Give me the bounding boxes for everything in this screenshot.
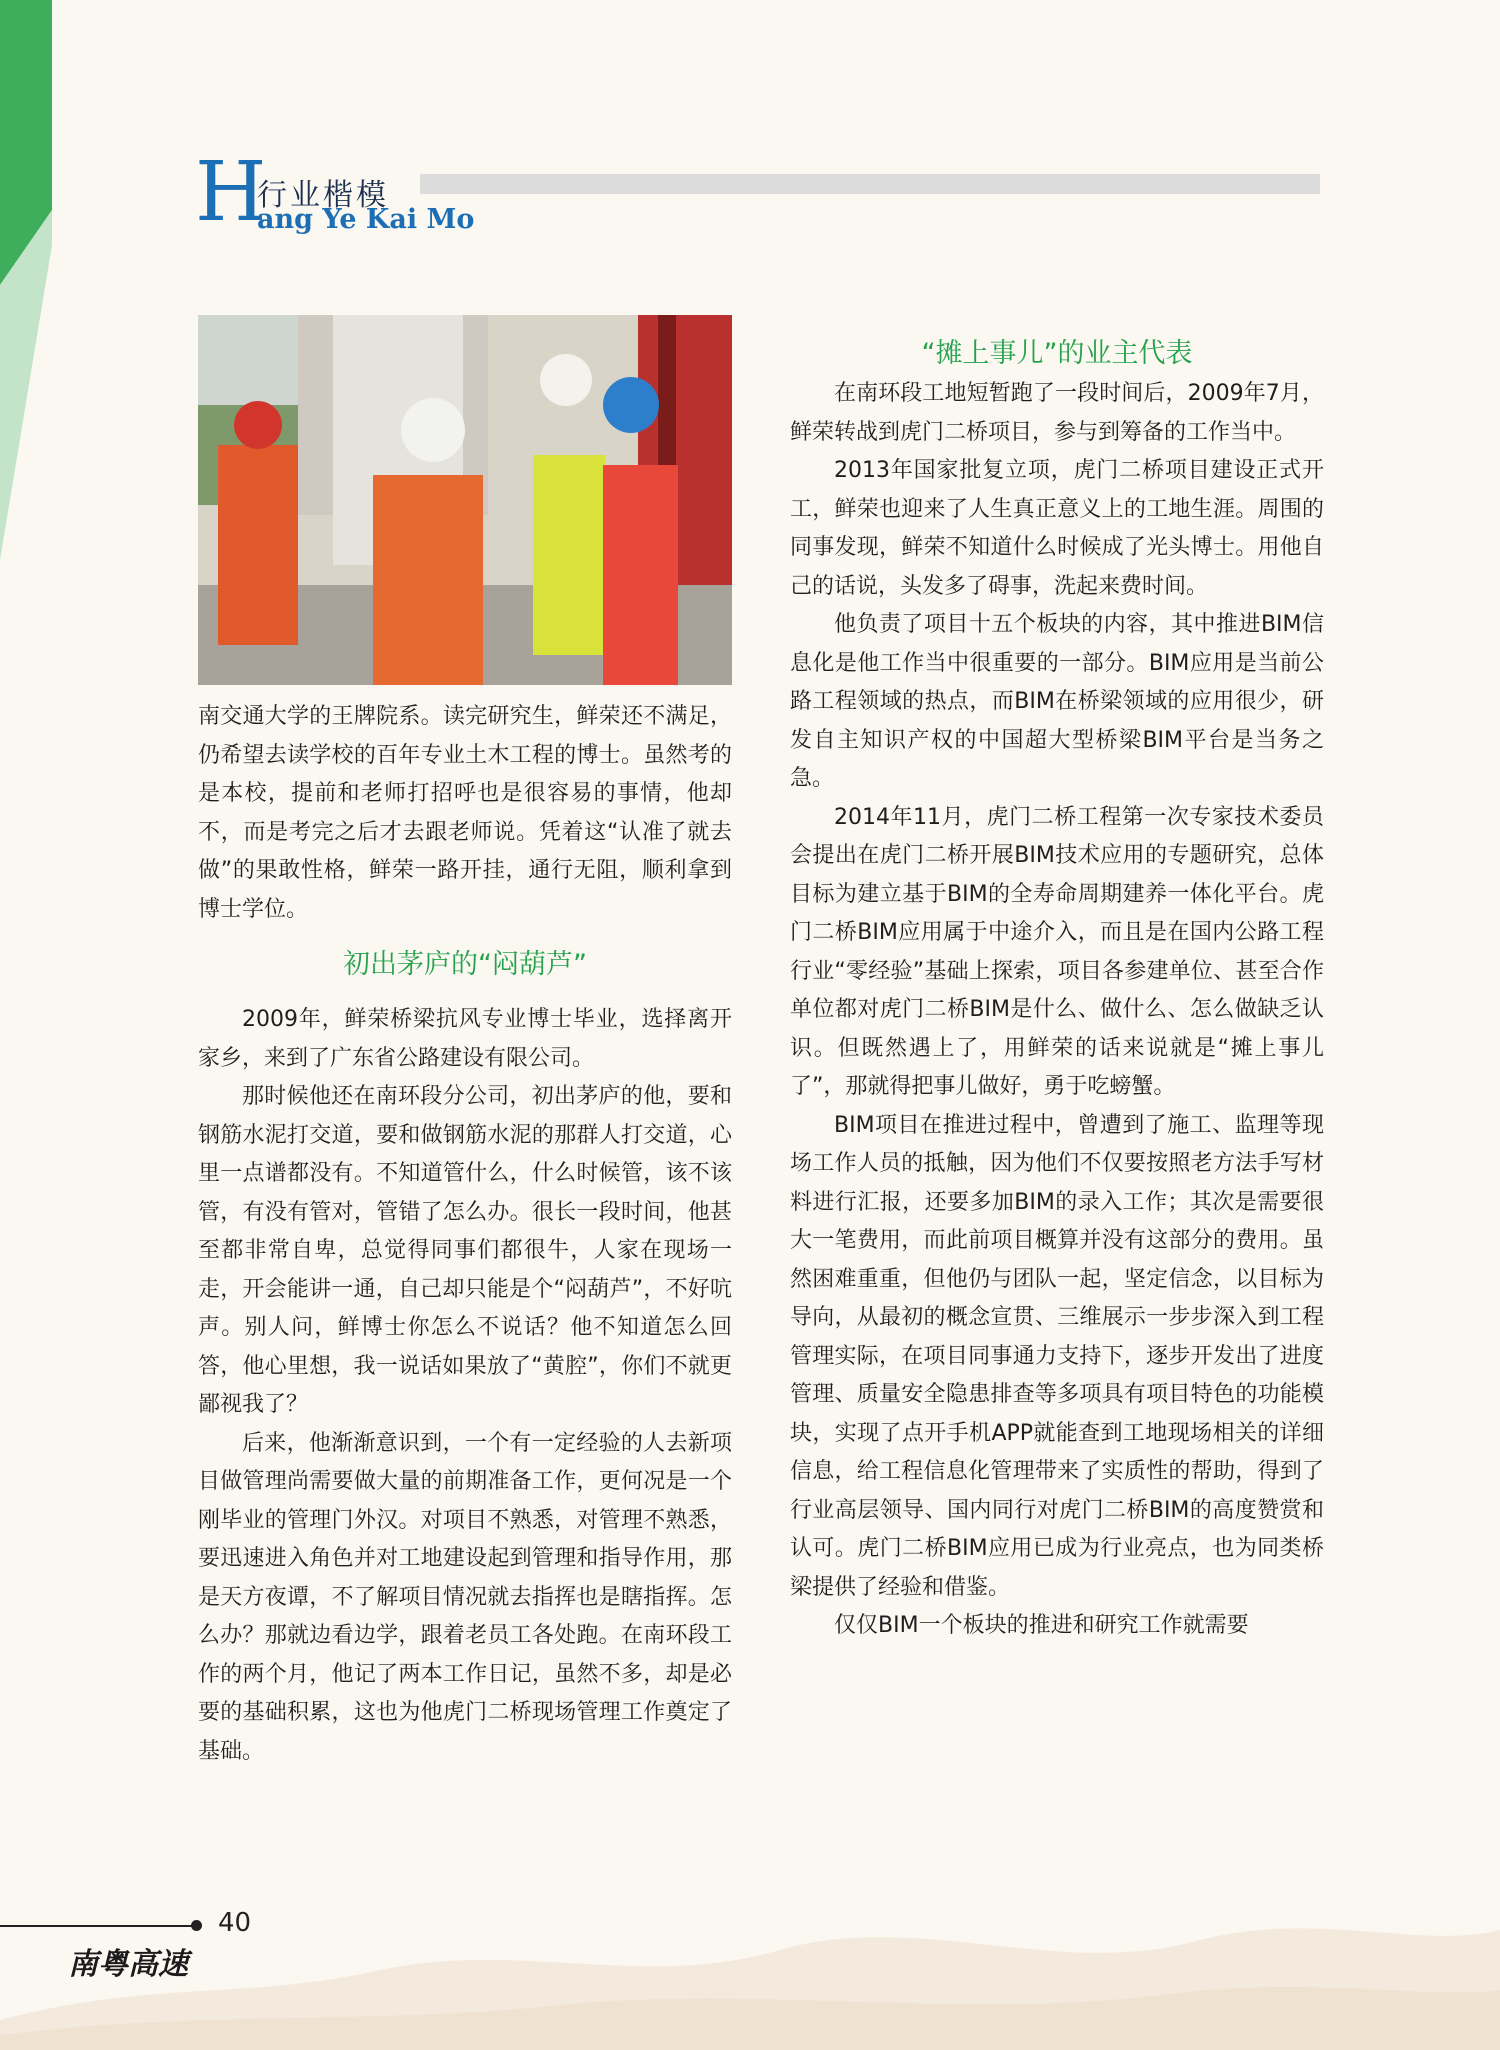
right-paragraph-6: 仅仅BIM一个板块的推进和研究工作就需要 (834, 1613, 1249, 1638)
header-cn-title: 行业楷模 (257, 178, 389, 213)
page-number: 40 (218, 1908, 252, 1938)
left-paragraph-2: 那时候他还在南环段分公司，初出茅庐的他，要和钢筋水泥打交道，要和做钢筋水泥的那群人打交道，心里一点谱都没有。不知道管什么，什么时候管，该不该管，有没有管对，管错了怎么办。很长一段时间，他甚至都非常自卑，总觉得同事们都很牛，人家在现场一走，开会能讲一通，自己却只能是个“闷葫芦”，不好吭声。别人问，鲜博士你怎么不说话？他不知道怎么回答，他心里想，我一说话如果放了“黄腔”，你们不就更鄙视我了？ (198, 1084, 732, 1417)
right-paragraph-5: BIM项目在推进过程中，曾遭到了施工、监理等现场工作人员的抵触，因为他们不仅要按照老方法手写材料进行汇报，还要多加BIM的录入工作；其次是需要很大一笔费用，而此前项目概算并没有这部分的费用。虽然困难重重，但他仍与团队一起，坚定信念，以目标为导向，从最初的概念宣贯、三维展示一步步深入到工程管理实际，在项目同事通力支持下，逐步开发出了进度管理、质量安全隐患排查等多项具有项目特色的功能模块，实现了点开手机APP就能查到工地现场相关的详细信息，给工程信息化管理带来了实质性的帮助，得到了行业高层领导、国内同行对虎门二桥BIM的高度赞赏和认可。虎门二桥BIM应用已成为行业亮点，也为同类桥梁提供了经验和借鉴。 (790, 1112, 1324, 1600)
left-paragraph-1: 2009年，鲜荣桥梁抗风专业博士毕业，选择离开家乡，来到了广东省公路建设有限公司。 (198, 1007, 732, 1071)
header-en-title: ang Ye Kai Mo (257, 204, 475, 235)
right-paragraph-1: 在南环段工地短暂跑了一段时间后，2009年7月，鲜荣转战到虎门二桥项目，参与到筹备的工作当中。 (790, 381, 1324, 445)
right-paragraph-2: 2013年国家批复立项，虎门二桥项目建设正式开工，鲜荣也迎来了人生真正意义上的工地生涯。周围的同事发现，鲜荣不知道什么时候成了光头博士。用他自己的话说，头发多了碍事，洗起来费时间。 (790, 458, 1324, 599)
left-paragraph-0: 南交通大学的王牌院系。读完研究生，鲜荣还不满足，仍希望去读学校的百年专业土木工程的博士。虽然考的是本校，提前和老师打招呼也是很容易的事情，他却不，而是考完之后才去跟老师说。凭着这“认准了就去做”的果敢性格，鲜荣一路开挂，通行无阻，顺利拿到博士学位。 (198, 704, 732, 922)
construction-workers-photo (198, 315, 732, 685)
section-header (195, 145, 1325, 240)
left-decorative-band (0, 0, 52, 560)
footer-dot (191, 1920, 202, 1931)
left-paragraph-3: 后来，他渐渐意识到，一个有一定经验的人去新项目做管理尚需要做大量的前期准备工作，更何况是一个刚毕业的管理门外汉。对项目不熟悉，对管理不熟悉，要迅速进入角色并对工地建设起到管理和指导作用，那是天方夜谭，不了解项目情况就去指挥也是瞎指挥。怎么办？那就边看边学，跟着老员工各处跑。在南环段工作的两个月，他记了两本工作日记，虽然不多，却是必要的基础积累，这也为他虎门二桥现场管理工作奠定了基础。 (198, 1430, 732, 1764)
left-column (198, 698, 732, 929)
right-paragraph-4: 2014年11月，虎门二桥工程第一次专家技术委员会提出在虎门二桥开展BIM技术应用的专题研究，总体目标为建立基于BIM的全寿命周期建养一体化平台。虎门二桥BIM应用属于中途介入，而且是在国内公路工程行业“零经验”基础上探索，项目各参建单位、甚至合作单位都对虎门二桥BIM是什么、做什么、怎么做缺乏认识。但既然遇上了，用鲜荣的话来说就是“摊上事儿了”，那就得把事儿做好，勇于吃螃蟹。 (790, 804, 1324, 1099)
section-title-right: “摊上事儿”的业主代表 (921, 338, 1193, 369)
photo-illustration (198, 315, 732, 685)
right-paragraph-3: 他负责了项目十五个板块的内容，其中推进BIM信息化是他工作当中很重要的一部分。BIM应用是当前公路工程领域的热点，而BIM在桥梁领域的应用很少，研发自主知识产权的中国超大型桥梁BIM平台是当务之急。 (790, 612, 1324, 791)
header-bar (420, 174, 1320, 194)
magazine-logo (66, 1938, 196, 1986)
left-column-body (198, 1001, 732, 1771)
footer-rule (0, 1925, 198, 1927)
mountain-background (0, 1830, 1500, 2050)
right-column (790, 375, 1324, 1646)
header-initial: H (195, 145, 267, 240)
section-title-left: 初出茅庐的“闷葫芦” (343, 949, 587, 980)
magazine-logo-text: 南粤高速 (68, 1947, 188, 1982)
